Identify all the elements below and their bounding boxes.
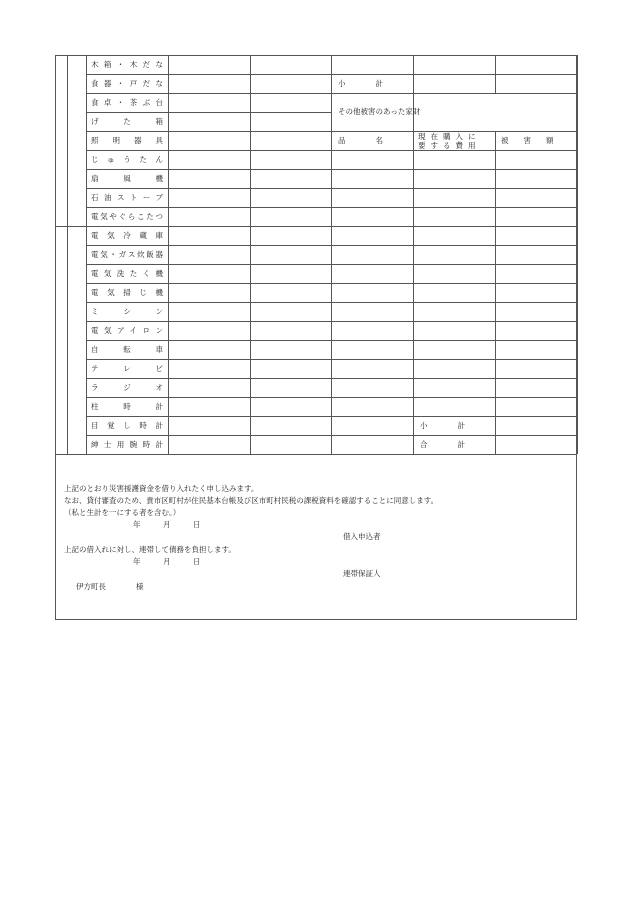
damage-amount-header: 被 害 額 bbox=[501, 135, 554, 145]
purchase-cost-line-1: 現在購入に bbox=[418, 132, 481, 141]
statement-line-2: なお、貸付審査のため、貴市区町村が住民基本台帳及び区市町村民税の課税資料を確認することに同意します。 bbox=[64, 496, 439, 505]
furniture-item bbox=[91, 188, 167, 207]
item-label: 柱時計 bbox=[91, 401, 163, 411]
item-label: テレビ bbox=[91, 363, 163, 373]
grid-vline bbox=[86, 55, 87, 454]
subtotal-lower-label: 小 計 bbox=[420, 420, 465, 430]
statement-line-3: （私と生計を一にする者を含む。） bbox=[64, 508, 181, 517]
addressee: 伊方町長 様 bbox=[76, 582, 144, 591]
item-label: 食器・戸だな bbox=[91, 78, 163, 88]
appliance-item bbox=[91, 226, 167, 245]
item-label: 自転車 bbox=[91, 344, 163, 354]
appliance-item bbox=[91, 264, 167, 283]
item-label: 木箱・木だな bbox=[91, 59, 163, 69]
appliance-item bbox=[91, 416, 167, 435]
table-bottom bbox=[55, 454, 577, 455]
furniture-item bbox=[91, 55, 167, 74]
furniture-item bbox=[91, 112, 167, 131]
item-label: 電気冷蔵庫 bbox=[91, 230, 163, 240]
item-label: ミシン bbox=[91, 306, 163, 316]
subtotal-upper-label: 小 計 bbox=[338, 78, 383, 88]
item-label: 電気やぐらこたつ bbox=[91, 211, 163, 221]
guarantor-statement: 上記の借入れに対し、連帯して債務を負担します。 bbox=[64, 545, 236, 554]
item-label: 電気洗たく機 bbox=[91, 268, 163, 278]
item-label: ラジオ bbox=[91, 382, 163, 392]
grid-vline bbox=[495, 131, 496, 454]
item-name-header: 品 名 bbox=[338, 135, 383, 145]
furniture-item bbox=[91, 169, 167, 188]
grid-vline bbox=[67, 55, 68, 454]
purchase-cost-header bbox=[418, 132, 481, 150]
item-label: 目覚し時計 bbox=[91, 420, 163, 430]
item-label: 紳士用腕時計 bbox=[91, 439, 163, 449]
appliance-item bbox=[91, 245, 167, 264]
furniture-item bbox=[91, 150, 167, 169]
grid-vline bbox=[250, 55, 251, 454]
appliance-item bbox=[91, 397, 167, 416]
appliance-item bbox=[91, 302, 167, 321]
item-label: じゅうたん bbox=[91, 154, 163, 164]
item-label: げた箱 bbox=[91, 116, 163, 126]
appliance-item bbox=[91, 340, 167, 359]
grid-vline bbox=[577, 55, 578, 454]
furniture-item bbox=[91, 93, 167, 112]
application-date: 年 月 日 bbox=[133, 520, 201, 529]
purchase-cost-line-2: 要する費用 bbox=[418, 141, 481, 150]
guarantor-date: 年 月 日 bbox=[133, 557, 201, 566]
statement-line-1: 上記のとおり災害援護資金を借り入れたく申し込みます。 bbox=[64, 484, 259, 493]
item-label: 電気掃じ機 bbox=[91, 287, 163, 297]
grid-vline bbox=[331, 55, 332, 454]
appliance-item bbox=[91, 359, 167, 378]
item-label: 食卓・茶ぶ台 bbox=[91, 97, 163, 107]
grid-vline bbox=[168, 55, 169, 454]
item-label: 電気・ガス炊飯器 bbox=[91, 249, 163, 259]
furniture-item bbox=[91, 74, 167, 93]
borrower-label: 借入申込者 bbox=[343, 532, 381, 541]
furniture-item bbox=[91, 207, 167, 226]
other-goods-heading: その他被害のあった家財 bbox=[338, 106, 421, 116]
item-label: 照明器具 bbox=[91, 135, 163, 145]
appliance-item bbox=[91, 378, 167, 397]
furniture-item bbox=[91, 131, 167, 150]
total-label: 合 計 bbox=[420, 439, 465, 449]
guarantor-label: 連帯保証人 bbox=[343, 569, 381, 578]
item-label: 扇風機 bbox=[91, 173, 163, 183]
appliance-item bbox=[91, 283, 167, 302]
item-label: 石油ストーブ bbox=[91, 192, 163, 202]
item-label: 電気アイロン bbox=[91, 325, 163, 335]
appliance-item bbox=[91, 435, 167, 454]
appliance-item bbox=[91, 321, 167, 340]
